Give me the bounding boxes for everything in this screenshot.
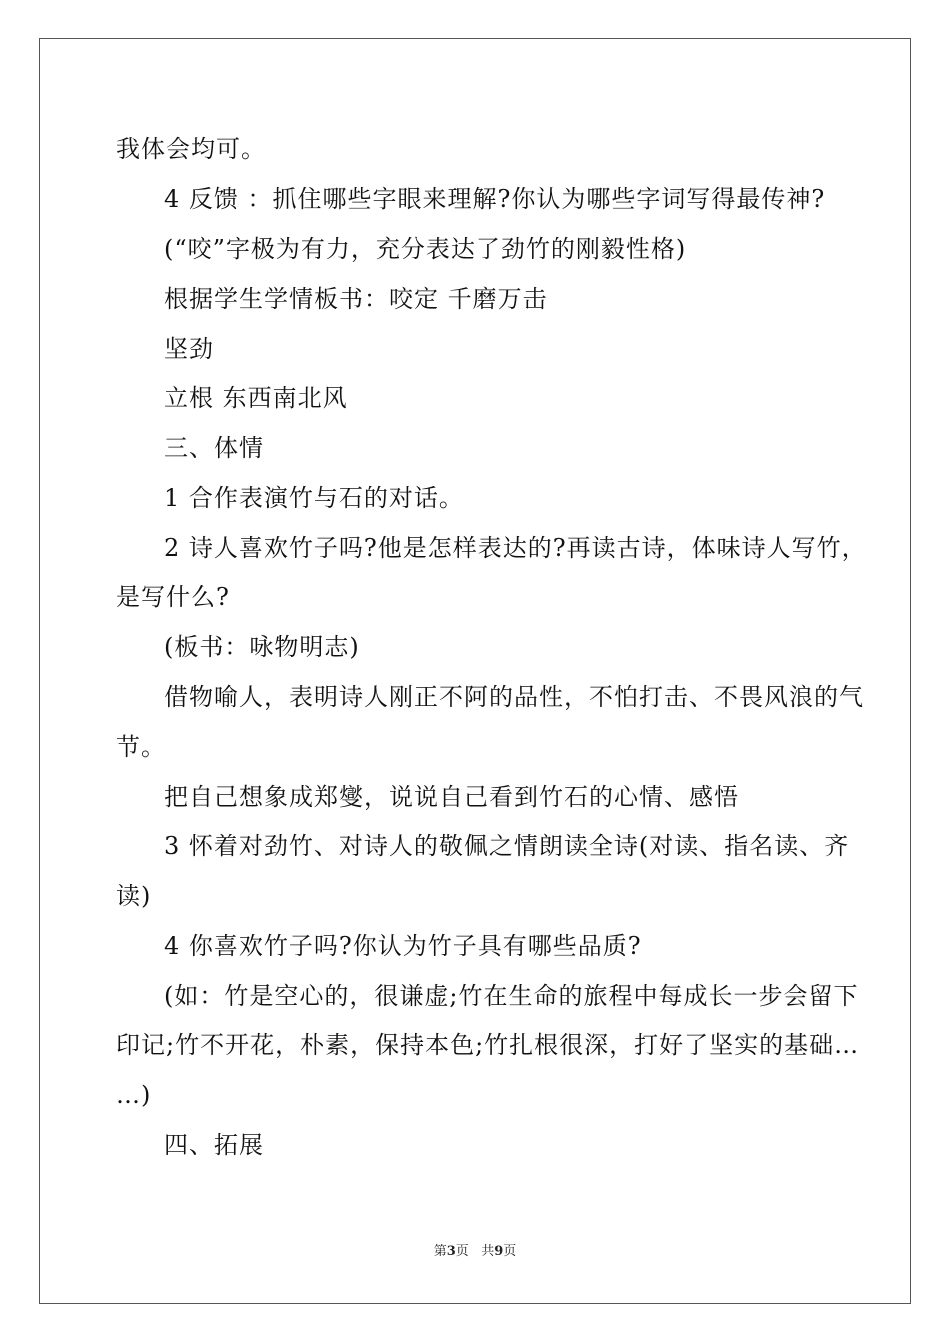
footer-middle: 页 共 bbox=[455, 1244, 495, 1259]
text-line: 把自己想象成郑燮，说说自己看到竹石的心情、感悟 bbox=[164, 783, 739, 811]
section-heading: 四、拓展 bbox=[164, 1131, 264, 1159]
text-line: 立根 东西南北风 bbox=[164, 384, 348, 412]
text-line: 2 诗人喜欢竹子吗?他是怎样表达的?再读古诗，体味诗人写竹， bbox=[164, 534, 867, 562]
text-line: 读) bbox=[116, 882, 152, 910]
text-line: 4 反馈 ：抓住哪些字眼来理解?你认为哪些字词写得最传神? bbox=[164, 185, 826, 213]
text-line: 1 合作表演竹与石的对话。 bbox=[164, 484, 464, 512]
text-line: (“咬”字极为有力，充分表达了劲竹的刚毅性格) bbox=[164, 235, 687, 263]
text-line: 3 怀着对劲竹、对诗人的敬佩之情朗读全诗(对读、指名读、齐 bbox=[164, 832, 850, 860]
text-line: (板书：咏物明志) bbox=[164, 633, 360, 661]
page-footer bbox=[0, 1244, 950, 1260]
text-line: 借物喻人，表明诗人刚正不阿的品性，不怕打击、不畏风浪的气 bbox=[164, 683, 864, 711]
footer-page-number: 3 bbox=[446, 1244, 456, 1259]
text-line: 我体会均可。 bbox=[116, 135, 266, 163]
text-line: 是写什么? bbox=[116, 583, 230, 611]
text-line: (如：竹是空心的，很谦虚;竹在生命的旅程中每成长一步会留下 bbox=[164, 982, 859, 1010]
footer-prefix: 第 bbox=[433, 1244, 447, 1259]
footer-suffix: 页 bbox=[503, 1244, 517, 1259]
text-line: 节。 bbox=[116, 733, 166, 761]
text-line: 印记;竹不开花，朴素，保持本色;竹扎根很深，打好了坚实的基础… bbox=[116, 1031, 860, 1059]
text-line: 4 你喜欢竹子吗?你认为竹子具有哪些品质? bbox=[164, 932, 642, 960]
text-line: …) bbox=[116, 1081, 152, 1109]
page-border bbox=[39, 38, 911, 1304]
text-line: 坚劲 bbox=[164, 335, 214, 363]
footer-total-pages: 9 bbox=[494, 1244, 504, 1259]
section-heading: 三、体情 bbox=[164, 434, 264, 462]
text-line: 根据学生学情板书：咬定 千磨万击 bbox=[164, 285, 548, 313]
